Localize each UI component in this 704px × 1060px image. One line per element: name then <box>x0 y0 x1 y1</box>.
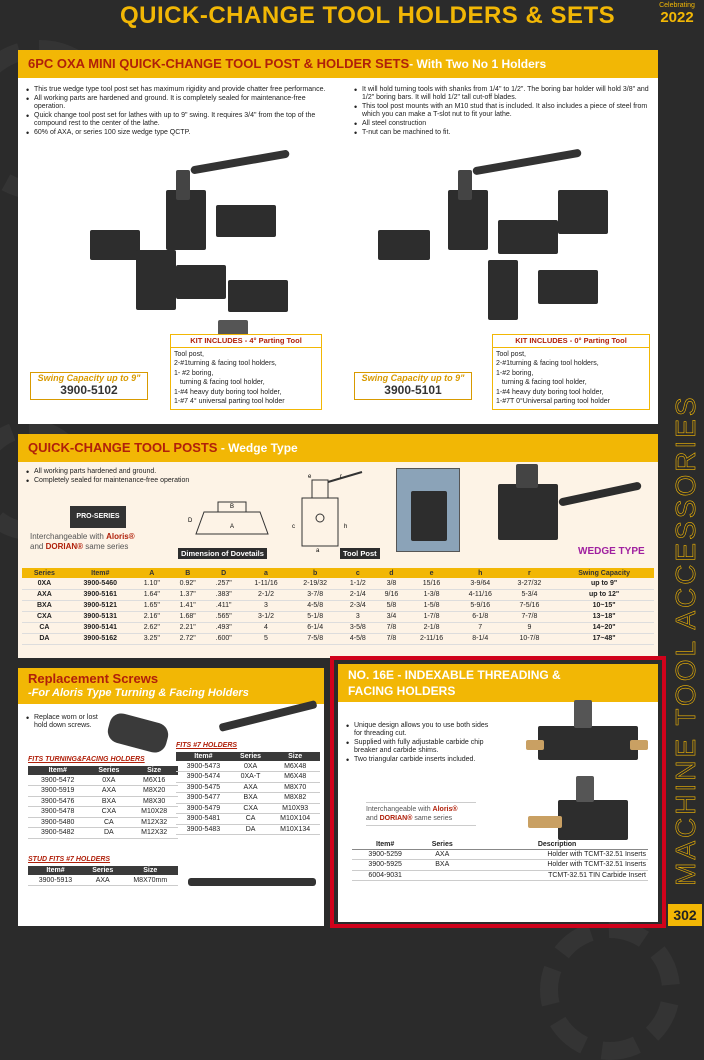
table-cell: 3900-5482 <box>28 828 87 839</box>
table-cell: 3900-5460 <box>67 578 134 589</box>
interchangeable-note <box>30 532 180 552</box>
table-cell: 10~15" <box>554 600 654 611</box>
table-cell: 3900-5483 <box>176 824 231 835</box>
table-cell: 3900-5472 <box>28 775 87 786</box>
column-header: Description <box>466 840 648 849</box>
table-cell: 1.64" <box>134 589 170 600</box>
table-cell: 9/16 <box>376 589 408 600</box>
table-cell: 2-19/32 <box>290 578 340 589</box>
table-cell: 1-3/8 <box>407 589 456 600</box>
table-cell: 3900-5478 <box>28 807 87 818</box>
table-cell: 3900-5259 <box>352 849 418 860</box>
column-header: d <box>376 568 408 578</box>
screw-photo <box>105 711 171 756</box>
dovetail-label: Dimension of Dovetails <box>178 548 267 559</box>
table-cell: 5-3/4 <box>505 589 555 600</box>
table-row <box>176 782 320 793</box>
table-cell: 3900-5477 <box>176 793 231 804</box>
kit-item: 2-#1turning & facing tool holders, <box>496 360 599 367</box>
svg-text:c: c <box>292 524 295 530</box>
section-subtitle: - Wedge Type <box>217 441 298 455</box>
table-cell: 3900-5161 <box>67 589 134 600</box>
badge-year: 2022 <box>660 9 694 26</box>
column-header: c <box>340 568 376 578</box>
table-cell: BXA <box>231 793 271 804</box>
table-cell: 0.92" <box>170 578 206 589</box>
table-cell: 10-7/8 <box>505 633 555 644</box>
svg-text:D: D <box>188 518 193 524</box>
kit-includes-4deg <box>170 334 322 410</box>
table-cell: 1.65" <box>134 600 170 611</box>
table-row <box>176 772 320 783</box>
column-header: Item# <box>176 752 231 761</box>
brand-aloris: Aloris® <box>432 806 458 813</box>
table-row <box>176 803 320 814</box>
table-cell: 3900-5474 <box>176 772 231 783</box>
table-cell: 3900-5925 <box>352 860 418 871</box>
table-cell: M12X32 <box>130 828 178 839</box>
tool-post-spec-table <box>22 568 654 645</box>
kit-title: KIT INCLUDES - 0° Parting Tool <box>493 335 649 348</box>
table-cell: 5/8 <box>376 600 408 611</box>
feature-bullet: • This true wedge type tool post set has maximum rigidity and provide chatter free performance. <box>26 86 326 94</box>
interchangeable-text: and <box>30 542 46 551</box>
column-header: Item# <box>28 766 87 775</box>
tool-post-photo-large <box>468 464 648 554</box>
table-cell: 15/16 <box>407 578 456 589</box>
column-header: Series <box>87 766 130 775</box>
table-cell: 14~20" <box>554 622 654 633</box>
table-row <box>176 793 320 804</box>
table-cell: 1.41" <box>170 600 206 611</box>
table-cell: 3900-5476 <box>28 796 87 807</box>
side-category-text: MACHINE TOOL ACCESSORIES <box>670 394 701 886</box>
table-cell: 0XA <box>22 578 67 589</box>
column-header: r <box>505 568 555 578</box>
table-cell: 3-9/64 <box>456 578 505 589</box>
table-cell: 3-5/8 <box>340 622 376 633</box>
stud-table <box>28 866 178 886</box>
table-cell: M10X104 <box>270 814 320 825</box>
pro-series-text: PRO-SERIES <box>76 513 120 520</box>
stud-fits-label: STUD FITS #7 HOLDERS <box>28 856 111 863</box>
table-cell: 2-1/8 <box>407 622 456 633</box>
table-cell: 0XA <box>231 761 271 772</box>
brand-dorian: DORIAN® <box>45 542 84 551</box>
table-cell: 3900-5473 <box>176 761 231 772</box>
table-cell: 0XA <box>87 775 130 786</box>
tool-post-label: Tool Post <box>340 548 380 559</box>
table-header-row <box>22 568 654 578</box>
table-cell: M8X70 <box>270 782 320 793</box>
table-cell: .383" <box>206 589 242 600</box>
swing-capacity-right <box>354 372 472 400</box>
table-cell: .411" <box>206 600 242 611</box>
swing-capacity-label: Swing Capacity up to 9" <box>361 373 465 383</box>
table-row <box>176 761 320 772</box>
table-cell: 2-11/16 <box>407 633 456 644</box>
table-cell: 5-9/16 <box>456 600 505 611</box>
section-subtitle: - With Two No 1 Holders <box>409 57 547 71</box>
kit-item: turning & facing tool holder, <box>496 379 587 386</box>
kit-item: 1- #2 boring, <box>174 369 214 377</box>
table-cell: Holder with TCMT-32.51 Inserts <box>466 860 648 871</box>
table-cell: CXA <box>87 807 130 818</box>
column-header: Series <box>418 840 466 849</box>
table-cell: 3900-5480 <box>28 817 87 828</box>
table-cell: 3 <box>242 600 291 611</box>
table-cell: 4-5/8 <box>340 633 376 644</box>
table-cell: DA <box>231 824 271 835</box>
table-cell: 1-1/2 <box>340 578 376 589</box>
mini-tool-post-set-panel <box>18 50 658 424</box>
table-row <box>22 578 654 589</box>
column-header: a <box>242 568 291 578</box>
column-header: Item# <box>28 866 83 875</box>
table-cell: M10X93 <box>270 803 320 814</box>
svg-text:B: B <box>229 504 235 510</box>
feature-bullet: • It will hold turning tools with shanks from 1/4" to 1/2". The boring bar holder will hold 3/8" and 1/2" boring bars. It will hold 1/2" tall cut-off blades. <box>354 86 650 102</box>
table-cell: BXA <box>418 860 466 871</box>
interchangeable-text: Interchangeable with <box>366 806 433 813</box>
feature-bullet: • Replace worn or lost hold down screws. <box>26 714 102 730</box>
feature-bullet: • All working parts are hardened and ground. It is completely sealed for maintenance-free operation. <box>26 95 326 111</box>
table-cell: up to 9" <box>554 578 654 589</box>
table-cell: CXA <box>231 803 271 814</box>
table-cell: 2.72" <box>170 633 206 644</box>
kit-item: 1-#2 boring, <box>496 369 534 377</box>
turning-screws-table <box>28 766 178 839</box>
fits-turning-label: FITS TURNING&FACING HOLDERS <box>28 756 145 763</box>
section-title-bar <box>18 434 658 462</box>
kit-item: Tool post, <box>496 350 526 358</box>
table-cell: 2-3/4 <box>340 600 376 611</box>
table-cell: 3900-5131 <box>67 611 134 622</box>
table-cell: M8X20 <box>130 786 178 797</box>
table-cell: AXA <box>87 786 130 797</box>
section-title: Replacement Screws <box>28 671 159 686</box>
table-cell: 7 <box>456 622 505 633</box>
table-cell: M6X48 <box>270 772 320 783</box>
column-header: D <box>206 568 242 578</box>
item-number: 3900-5101 <box>384 383 442 397</box>
table-row <box>176 814 320 825</box>
feature-bullet: • All working parts hardened and ground. <box>26 468 306 476</box>
table-cell: 3900-5121 <box>67 600 134 611</box>
left-feature-list <box>26 86 326 138</box>
table-cell: .493" <box>206 622 242 633</box>
interchangeable-text: Interchangeable with <box>30 532 107 541</box>
table-cell: BXA <box>22 600 67 611</box>
table-cell: 3900-5481 <box>176 814 231 825</box>
table-cell: 1-5/8 <box>407 600 456 611</box>
fits-7-screws-table <box>176 752 320 835</box>
feature-bullet: • 60% of AXA, or series 100 size wedge type QCTP. <box>26 129 326 137</box>
table-cell: 4-11/16 <box>456 589 505 600</box>
column-header: b <box>290 568 340 578</box>
fits-7-label: FITS #7 HOLDERS <box>176 742 238 749</box>
feature-bullet: • All steel construction <box>354 120 650 128</box>
table-row <box>22 600 654 611</box>
table-cell: 3/4 <box>376 611 408 622</box>
table-cell: 7-7/8 <box>505 611 555 622</box>
highlight-frame <box>330 656 666 928</box>
kit-item: 1-#4 heavy duty boring tool holder, <box>174 388 282 396</box>
table-cell: 3-27/32 <box>505 578 555 589</box>
table-cell: 3900-5162 <box>67 633 134 644</box>
feature-bullet: • Quick change tool post set for lathes with up to 9" swing. It requires 3/4" from the top of the compound rest to the center of the lathe. <box>26 112 326 128</box>
table-cell: 4 <box>242 622 291 633</box>
table-cell: M8X70mm <box>123 875 178 886</box>
table-cell: 1-7/8 <box>407 611 456 622</box>
table-cell: 3900-5913 <box>28 875 83 886</box>
table-row <box>28 828 178 839</box>
table-cell: up to 12" <box>554 589 654 600</box>
table-cell: 6-1/4 <box>290 622 340 633</box>
table-cell: 3900-5479 <box>176 803 231 814</box>
table-cell: 7-5/8 <box>290 633 340 644</box>
table-cell: .257" <box>206 578 242 589</box>
table-cell: 13~18" <box>554 611 654 622</box>
tool-set-image-0deg <box>368 150 628 350</box>
feature-bullet: • This tool post mounts with an M10 stud that is included. It also includes a piece of steel from which you can make a T-slot nut to fit your lathe. <box>354 103 650 119</box>
table-cell: 3900-5141 <box>67 622 134 633</box>
table-cell: 3-7/8 <box>290 589 340 600</box>
table-cell: 3-1/2 <box>242 611 291 622</box>
table-cell: BXA <box>87 796 130 807</box>
background-gear-icon <box>540 920 680 1060</box>
table-row <box>28 786 178 797</box>
table-cell: M8X82 <box>270 793 320 804</box>
table-cell: 3900-5919 <box>28 786 87 797</box>
section-title: NO. 16E - INDEXABLE THREADING & <box>348 668 561 682</box>
section-subtitle: -For Aloris Type Turning & Facing Holders <box>28 687 249 699</box>
table-cell: 1.10" <box>134 578 170 589</box>
table-row <box>28 817 178 828</box>
svg-text:A: A <box>229 524 235 530</box>
wedge-tool-posts-panel <box>18 434 658 658</box>
table-cell: 17~48" <box>554 633 654 644</box>
table-cell: 0XA-T <box>231 772 271 783</box>
table-cell: 7/8 <box>376 622 408 633</box>
feature-list <box>26 714 102 731</box>
table-cell: 1-11/16 <box>242 578 291 589</box>
kit-item: 2-#1turning & facing tool holders, <box>174 360 277 367</box>
table-cell: AXA <box>83 875 123 886</box>
dovetail-diagram <box>182 494 282 550</box>
table-cell: .565" <box>206 611 242 622</box>
table-cell: 7-5/16 <box>505 600 555 611</box>
tool-post-diagram <box>288 468 368 552</box>
column-header: A <box>134 568 170 578</box>
table-cell: CA <box>87 817 130 828</box>
pro-series-logo <box>70 506 126 528</box>
table-cell: 2-1/2 <box>242 589 291 600</box>
kit-item: 1-#7 4° universal parting tool holder <box>174 398 285 405</box>
feature-bullet: • T-nut can be machined to fit. <box>354 129 650 137</box>
column-header: Item# <box>352 840 418 849</box>
table-cell: 3/8 <box>376 578 408 589</box>
table-cell: CXA <box>22 611 67 622</box>
anniversary-badge <box>652 2 702 30</box>
badge-caption: Celebrating <box>659 2 695 9</box>
feature-bullet: • Two triangular carbide inserts included. <box>346 756 496 764</box>
table-cell: M10X28 <box>130 807 178 818</box>
table-cell: 3 <box>340 611 376 622</box>
kit-item: 1-#4 heavy duty boring tool holder, <box>496 388 604 396</box>
table-cell: 7/8 <box>376 633 408 644</box>
table-cell: 5 <box>242 633 291 644</box>
svg-text:e: e <box>308 474 312 480</box>
right-feature-list <box>354 86 650 138</box>
feature-bullet: • Unique design allows you to use both sides for threading cut. <box>346 722 496 738</box>
interchangeable-text: and <box>366 815 380 822</box>
kit-item: Tool post, <box>174 350 204 358</box>
table-row <box>28 796 178 807</box>
column-header: B <box>170 568 206 578</box>
section-title: FACING HOLDERS <box>348 684 456 698</box>
feature-bullet: • Supplied with fully adjustable carbide chip breaker and carbide shims. <box>346 739 496 755</box>
feature-list <box>26 468 306 486</box>
column-header: Size <box>270 752 320 761</box>
table-cell: AXA <box>22 589 67 600</box>
tool-set-image-4deg <box>78 150 328 350</box>
table-row <box>28 875 178 886</box>
table-cell: AXA <box>418 849 466 860</box>
svg-text:r: r <box>340 474 342 480</box>
table-row <box>22 611 654 622</box>
table-cell: 3900-5475 <box>176 782 231 793</box>
table-cell: 1.37" <box>170 589 206 600</box>
interchangeable-text: same series <box>412 815 453 822</box>
brand-dorian: DORIAN® <box>379 815 413 822</box>
svg-text:a: a <box>316 548 320 552</box>
table-cell: DA <box>22 633 67 644</box>
interchangeable-text: same series <box>83 542 129 551</box>
section-title: QUICK-CHANGE TOOL POSTS <box>28 440 218 455</box>
table-row <box>22 589 654 600</box>
table-cell: CA <box>22 622 67 633</box>
column-header: Size <box>123 866 178 875</box>
table-cell: 3.25" <box>134 633 170 644</box>
table-row <box>176 824 320 835</box>
wedge-type-label: WEDGE TYPE <box>578 546 645 557</box>
page-number: 302 <box>668 904 702 926</box>
page-title: QUICK-CHANGE TOOL HOLDERS & SETS <box>120 2 616 29</box>
table-cell: 2.21" <box>170 622 206 633</box>
table-cell: 5-1/8 <box>290 611 340 622</box>
table-cell: 6-1/8 <box>456 611 505 622</box>
section-title-bar <box>18 50 658 78</box>
column-header: e <box>407 568 456 578</box>
table-row <box>22 633 654 644</box>
table-row <box>28 775 178 786</box>
item-number: 3900-5102 <box>60 383 118 397</box>
kit-item: turning & facing tool holder, <box>174 379 265 386</box>
swing-capacity-left <box>30 372 148 400</box>
table-cell: M6X48 <box>270 761 320 772</box>
column-header: Size <box>130 766 178 775</box>
column-header: Series <box>22 568 67 578</box>
section-title: 6PC OXA MINI QUICK-CHANGE TOOL POST & HOLDER SETS <box>28 56 410 71</box>
table-cell: 9 <box>505 622 555 633</box>
column-header: h <box>456 568 505 578</box>
table-cell: Holder with TCMT-32.51 Inserts <box>466 849 648 860</box>
kit-includes-0deg <box>492 334 650 410</box>
column-header: Series <box>83 866 123 875</box>
table-cell: CA <box>231 814 271 825</box>
table-cell: 2.62" <box>134 622 170 633</box>
column-header: Swing Capacity <box>554 568 654 578</box>
feature-bullet: • Completely sealed for maintenance-free operation <box>26 477 306 485</box>
tool-post-photo-small <box>396 468 460 552</box>
table-cell: M10X134 <box>270 824 320 835</box>
table-row <box>28 807 178 818</box>
table-cell: 2-1/4 <box>340 589 376 600</box>
table-cell: 2.16" <box>134 611 170 622</box>
section-title-bar <box>18 668 324 704</box>
long-stud-photo <box>188 878 316 886</box>
table-row <box>22 622 654 633</box>
table-cell: M12X32 <box>130 817 178 828</box>
brand-aloris: Aloris® <box>106 532 135 541</box>
table-cell: AXA <box>231 782 271 793</box>
table-cell: 8-1/4 <box>456 633 505 644</box>
table-cell: DA <box>87 828 130 839</box>
swing-capacity-label: Swing Capacity up to 9" <box>37 373 141 383</box>
column-header: Series <box>231 752 271 761</box>
replacement-screws-panel <box>18 668 324 926</box>
kit-item: 1-#7T 0°Universal parting tool holder <box>496 398 610 405</box>
stud-photo <box>219 700 318 732</box>
table-cell: 4-5/8 <box>290 600 340 611</box>
table-cell: M8X30 <box>130 796 178 807</box>
column-header: Item# <box>67 568 134 578</box>
table-cell: 1.68" <box>170 611 206 622</box>
kit-title: KIT INCLUDES - 4° Parting Tool <box>171 335 321 348</box>
table-cell: 6004-9031 <box>352 870 418 881</box>
svg-text:h: h <box>344 524 348 530</box>
table-cell: M6X16 <box>130 775 178 786</box>
side-category-label <box>666 380 704 900</box>
table-cell: TCMT-32.51 TIN Carbide Insert <box>466 870 648 881</box>
table-cell: .600" <box>206 633 242 644</box>
